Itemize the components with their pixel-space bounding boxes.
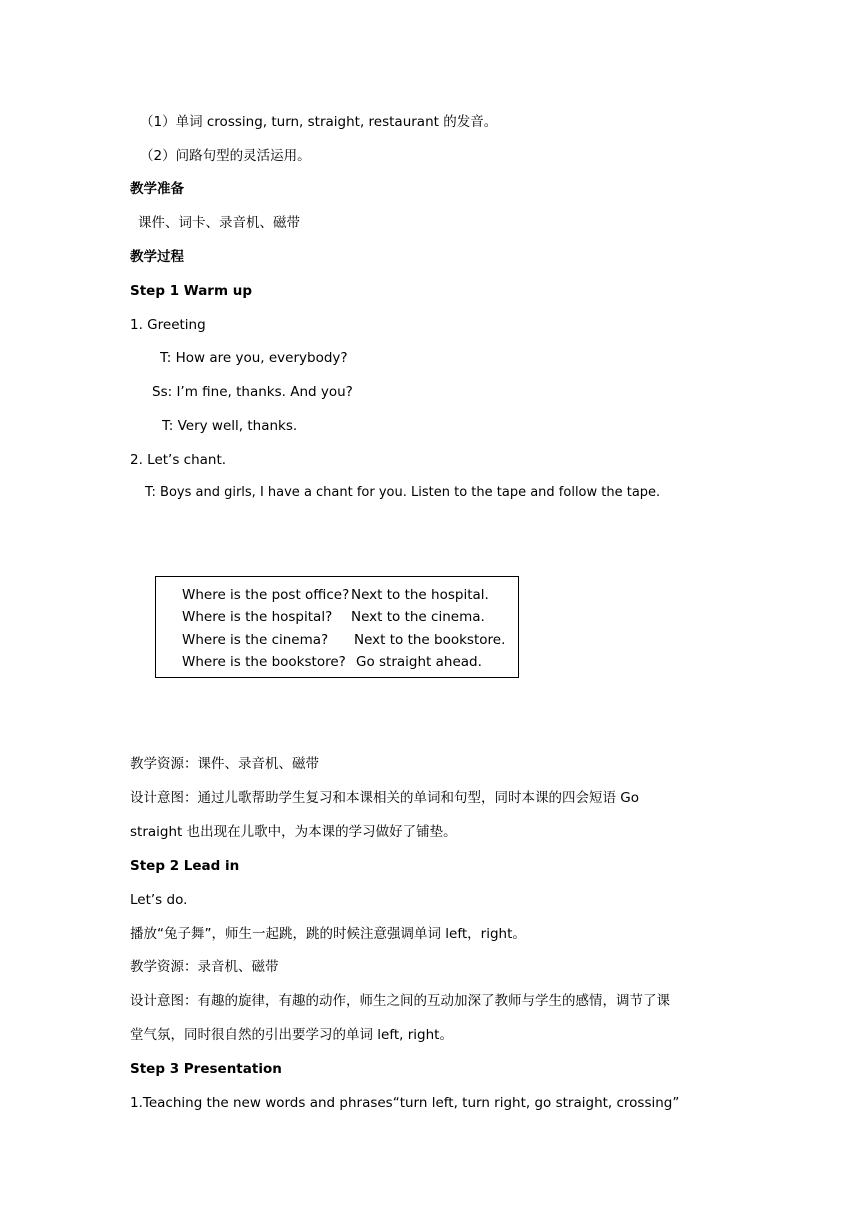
step1-intent-line-1: 设计意图：通过儿歌帮助学生复习和本课相关的单词和句型，同时本课的四会短语 Go xyxy=(130,790,640,806)
chant-box xyxy=(155,576,519,678)
step2-intent-line-2: 堂气氛，同时很自然的引出要学习的单词 left, right。 xyxy=(130,1027,453,1043)
chant-title: 2. Let’s chant. xyxy=(130,452,227,468)
objective-2: （2）问路句型的灵活运用。 xyxy=(140,148,311,164)
prep-text: 课件、词卡、录音机、磁带 xyxy=(138,215,300,231)
chant-answer: Next to the bookstore. xyxy=(354,632,506,648)
greeting-title: 1. Greeting xyxy=(130,317,206,333)
step1-title: Step 1 Warm up xyxy=(130,283,253,299)
chant-question: Where is the cinema? xyxy=(182,632,329,648)
chant-answer: Next to the cinema. xyxy=(351,609,485,625)
chant-question: Where is the hospital? xyxy=(182,609,333,625)
dialogue-line-3: T: Very well, thanks. xyxy=(162,418,298,434)
chant-question: Where is the bookstore? xyxy=(182,654,346,670)
process-heading: 教学过程 xyxy=(130,249,184,265)
dialogue-line-1: T: How are you, everybody? xyxy=(160,350,348,366)
step1-resources: 教学资源：课件、录音机、磁带 xyxy=(130,756,319,772)
chant-answer: Go straight ahead. xyxy=(356,654,482,670)
prep-heading: 教学准备 xyxy=(130,181,184,197)
chant-question: Where is the post office? xyxy=(182,587,350,603)
step3-item-1: 1.Teaching the new words and phrases“turn left, turn right, go straight, crossing” xyxy=(130,1095,680,1111)
chant-intro: T: Boys and girls, I have a chant for you. Listen to the tape and follow the tape. xyxy=(145,485,661,500)
step2-play: 播放“兔子舞”，师生一起跳，跳的时候注意强调单词 left，right。 xyxy=(130,926,526,942)
objective-1: （1）单词 crossing, turn, straight, restaurant 的发音。 xyxy=(140,114,498,130)
step2-intent-line-1: 设计意图：有趣的旋律，有趣的动作，师生之间的互动加深了教师与学生的感情，调节了课 xyxy=(130,993,670,1009)
step2-title: Step 2 Lead in xyxy=(130,858,240,874)
chant-answer: Next to the hospital. xyxy=(351,587,489,603)
dialogue-line-2: Ss: I’m fine, thanks. And you? xyxy=(152,384,353,400)
step3-title: Step 3 Presentation xyxy=(130,1061,282,1077)
step2-resources: 教学资源：录音机、磁带 xyxy=(130,959,279,975)
lets-do: Let’s do. xyxy=(130,892,188,908)
step1-intent-line-2: straight 也出现在儿歌中，为本课的学习做好了铺垫。 xyxy=(130,824,457,840)
